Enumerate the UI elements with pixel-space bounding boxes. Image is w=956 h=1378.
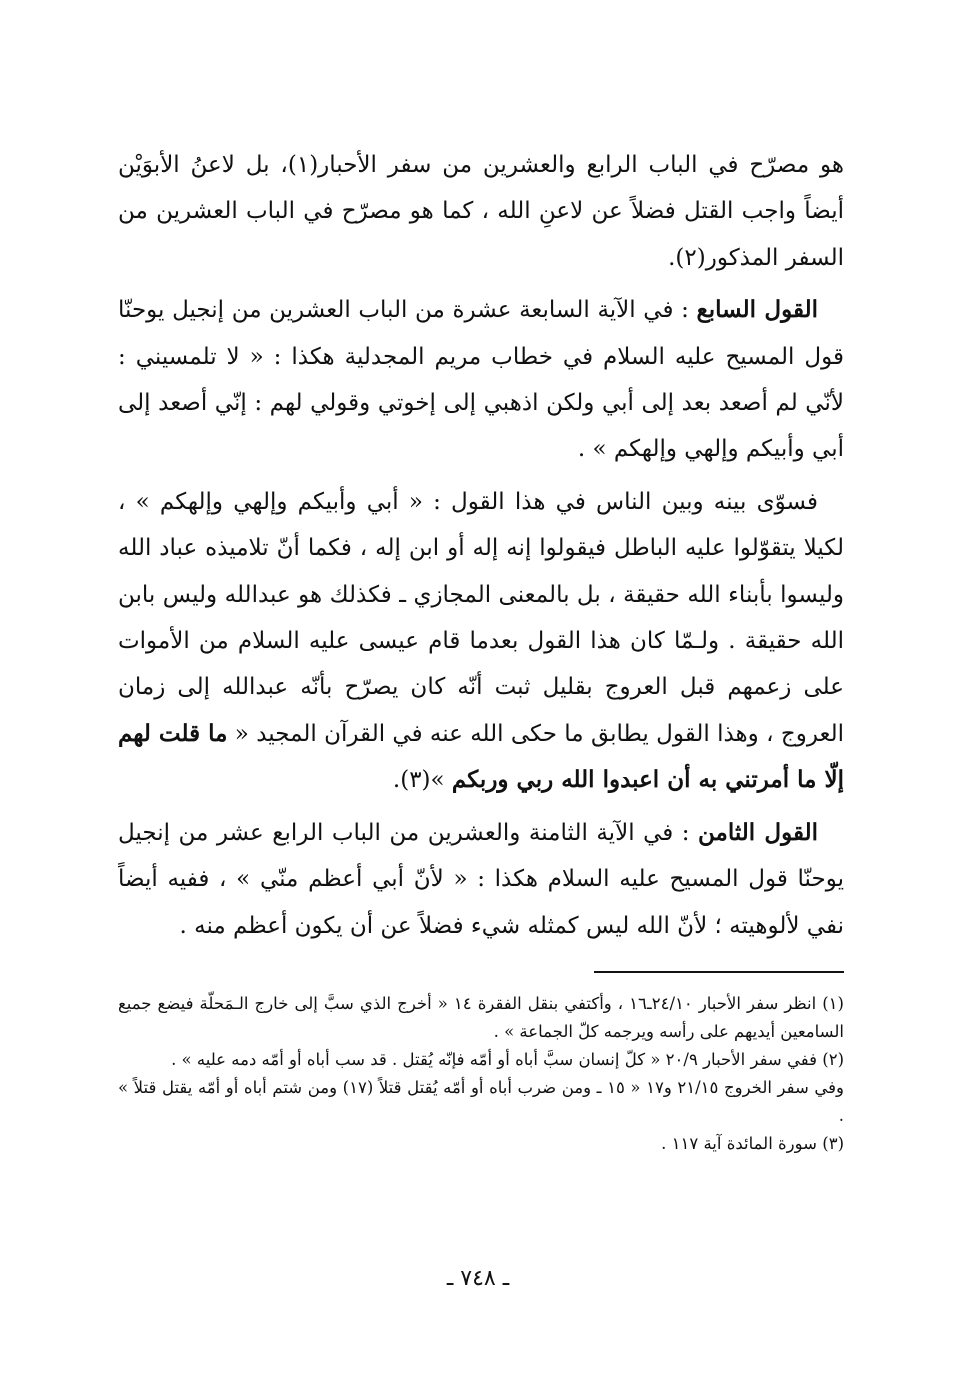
footnote-divider	[594, 971, 844, 973]
text-run: فسوّى بينه وبين الناس في هذا القول : « أبي وأبيكم وإلهي وإلهكم » ، لكيلا يتقوّلوا عليه الباطل فيقولوا إنه إله أو ابن إله ، فكما أنّ تلاميذه عباد الله وليسوا بأبناء الله حقيقة ، بل بالمعنى المجازي ـ فكذلك هو عبدالله وليس بابن الله حقيقة . ولـمّا كان هذا القول بعدما قام عيسى عليه السلام من الأموات على زعمهم قبل العروج بقليل ثبت أنّه كان يصرّح بأنّه عبدالله إلى زمان العروج ، وهذا القول يطابق ما حكى الله عنه في القرآن المجيد «	[118, 488, 844, 747]
paragraph-3	[118, 479, 844, 804]
page-number: ـ ٧٤٨ ـ	[446, 1266, 510, 1291]
section-heading-eighth: القول الثامن	[698, 818, 818, 846]
footnote-2: (٢) ففي سفر الأحبار ٢٠/٩ « كلّ إنسان سبَّ أباه أو أمّه فإنّه يُقتل . قد سب أباه أو أمّه دمه عليه » .	[171, 1050, 844, 1069]
paragraph-2	[118, 287, 844, 473]
text-run: : في الآية السابعة عشرة من الباب العشرين من إنجيل يوحنّا قول المسيح عليه السلام في خطاب مريم المجدلية هكذا : « لا تلمسيني : لأنّي لم أصعد بعد إلى أبي ولكن اذهبي إلى إخوتي وقولي لهم : إنّي أصعد إلى أبي وأبيكم وإلهي وإلهكم » .	[118, 297, 844, 463]
footnote-1: (١) انظر سفر الأحبار ٢٤/١٠ـ١٦ ، وأكتفي بنقل الفقرة ١٤ « أخرج الذي سبَّ إلى خارج الـمَحلّة فيضع جميع السامعين أيديهم على رأسه ويرجمه كلّ الجماعة » .	[118, 994, 844, 1041]
text-run: : في الآية الثامنة والعشرين من الباب الرابع عشر من إنجيل يوحنّا قول المسيح عليه السلام هكذا : « لأنّ أبي أعظم منّي » ، ففيه أيضاً نفي لألوهيته ؛ لأنّ الله ليس كمثله شيء فضلاً عن أن يكون أعظم منه .	[118, 819, 844, 939]
footnote-2-continued: وفي سفر الخروج ٢١/١٥ و١٧ « ١٥ ـ ومن ضرب أباه أو أمّه يُقتل قتلاً (١٧) ومن شتم أباه أو أمّه يقتل قتلاً » .	[118, 1078, 844, 1125]
paragraph-4	[118, 810, 844, 949]
quran-quote: ما قلت لهم إلّا ما أمرتني به أن اعبدوا الله ربي وربكم	[118, 719, 844, 794]
text-run: »(٣).	[392, 767, 452, 794]
main-text	[118, 142, 844, 949]
paragraph-1	[118, 142, 844, 281]
section-heading-seventh: القول السابع	[696, 296, 818, 324]
footnote-3: (٣) سورة المائدة آية ١١٧ .	[661, 1134, 844, 1153]
text-run: هو مصرّح في الباب الرابع والعشرين من سفر الأحبار(١)، بل لاعنُ الأبوَيْن أيضاً واجب القتل فضلاً عن لاعنِ الله ، كما هو مصرّح في الباب العشرين من السفر المذكور(٢).	[118, 152, 844, 271]
footnotes	[118, 990, 844, 1158]
